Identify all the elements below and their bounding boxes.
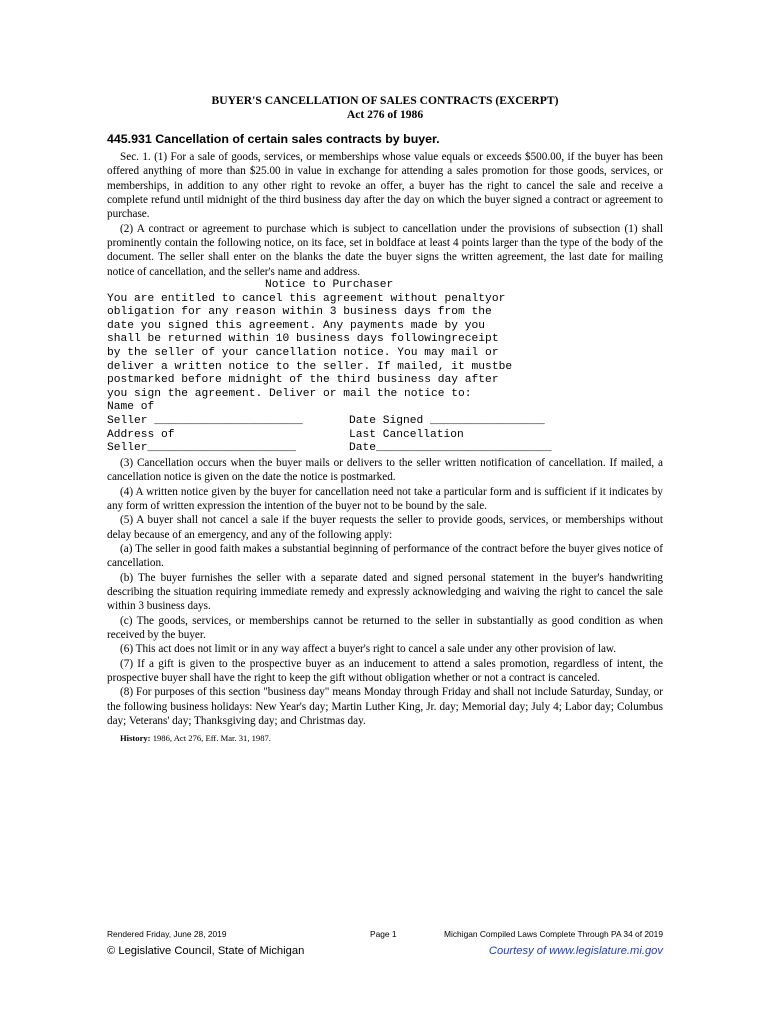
date-signed-blank: Date Signed _________________: [349, 415, 545, 428]
paragraph-subsection-4: (4) A written notice given by the buyer for cancellation need not take a particular form and is sufficient if it indicates by any form of written expression the intention of the buyer not to be bound by the sale.: [107, 485, 663, 512]
paragraph-subsection-2: (2) A contract or agreement to purchase which is subject to cancellation under the provisions of subsection (1) shall prominently contain the following notice, on its face, set in boldface at least 4 points larger than the type of the body of the document. The seller shall enter on the blanks the date the buyer signs the written agreement, the last date for mailing notice of cancellation, and the seller's name and address.: [107, 222, 663, 278]
notice-line: you sign the agreement. Deliver or mail the notice to:: [107, 387, 472, 400]
notice-form-row: [107, 401, 663, 415]
page-footer: [107, 929, 663, 961]
seller-name-blank: Seller ______________________: [107, 415, 303, 428]
notice-line: date you signed this agreement. Any payments made by you: [107, 319, 486, 332]
footer-credit-row: [107, 945, 663, 961]
history-note: [120, 733, 663, 744]
address-of-seller-label: Address of: [107, 428, 175, 441]
notice-line: shall be returned within 10 business days followingreceipt: [107, 333, 499, 346]
page-number: Page 1: [370, 929, 397, 939]
document-title: BUYER'S CANCELLATION OF SALES CONTRACTS (EXCERPT): [211, 94, 559, 107]
paragraph-subsection-5a: (a) The seller in good faith makes a substantial beginning of performance of the contract before the buyer gives notice of cancellation.: [107, 542, 663, 570]
footer-meta-row: [107, 929, 663, 943]
act-number: Act 276 of 1986: [346, 108, 424, 121]
notice-line: obligation for any reason within 3 business days from the: [107, 306, 492, 319]
notice-title: Notice to Purchaser: [265, 279, 394, 292]
notice-line: You are entitled to cancel this agreement without penaltyor: [107, 292, 506, 305]
paragraph-subsection-6: (6) This act does not limit or in any way affect a buyer's right to cancel a sale under any other provision of law.: [120, 643, 617, 656]
copyright-notice: © Legislative Council, State of Michigan: [107, 945, 305, 957]
notice-form-row: [107, 442, 663, 456]
notice-form-row: [107, 415, 663, 429]
paragraph-subsection-8: (8) For purposes of this section "business day" means Monday through Friday and shall not include Saturday, Sunday, or the following business holidays: New Year's day; Martin Luther King, Jr. day; Memorial day; July 4; Labor day; Columbus day; Veterans' day; Thanksgiving day; and Christmas day.: [107, 686, 663, 727]
rendered-date: Rendered Friday, June 28, 2019: [107, 929, 227, 939]
paragraph-subsection-5: (5) A buyer shall not cancel a sale if the buyer requests the seller to provide goods, services, or memberships without delay because of an emergency, and any of the following apply:: [107, 514, 663, 541]
paragraph-subsection-3: (3) Cancellation occurs when the buyer mails or delivers to the seller written notification of cancellation. If mailed, a cancellation notice is given on the date the notice is postmarked.: [107, 456, 663, 484]
section-heading: 445.931 Cancellation of certain sales contracts by buyer.: [107, 132, 440, 146]
seller-address-blank: Seller______________________: [107, 442, 297, 455]
name-of-seller-label: Name of: [107, 401, 155, 414]
courtesy-link[interactable]: Courtesy of www.legislature.mi.gov: [488, 945, 663, 957]
history-label: History:: [120, 733, 151, 744]
paragraph-subsection-5b: (b) The buyer furnishes the seller with a separate dated and signed personal statement in the buyer's handwriting describing the situation requiring immediate remedy and expressly acknowledging and waiving the right to cancel the sale within 3 business days.: [107, 571, 663, 613]
paragraph-subsection-1: Sec. 1. (1) For a sale of goods, services, or memberships whose value equals or exceeds $500.00, if the buyer has been offered anything of more than $25.00 in value in exchange for attending a sales promotion for those goods, services, or memberships, in addition to any other right to revoke an offer, a buyer has the right to cancel the sale and receive a complete refund until midnight of the third business day after the day on which the buyer signed a contract or agreement to purchase.: [107, 151, 663, 221]
notice-line: postmarked before midnight of the third business day after: [107, 374, 499, 387]
notice-line: by the seller of your cancellation notice. You may mail or: [107, 347, 499, 360]
paragraph-subsection-7: (7) If a gift is given to the prospective buyer as an inducement to attend a sales promotion, regardless of intent, the prospective buyer shall have the right to keep the gift without obligation whether or not a contract is canceled.: [107, 657, 663, 684]
last-cancellation-date-blank: Date__________________________: [349, 442, 552, 455]
notice-form-row: [107, 429, 663, 443]
last-cancellation-label: Last Cancellation: [349, 428, 464, 441]
notice-line: deliver a written notice to the seller. If mailed, it mustbe: [107, 360, 513, 373]
notice-to-purchaser: [107, 279, 663, 456]
compiled-through: Michigan Compiled Laws Complete Through PA 34 of 2019: [444, 929, 663, 939]
paragraph-subsection-5c: (c) The goods, services, or memberships cannot be returned to the seller in substantially as good condition as when received by the buyer.: [107, 614, 663, 641]
history-text: 1986, Act 276, Eff. Mar. 31, 1987.: [150, 733, 271, 744]
document-page: [107, 94, 663, 744]
